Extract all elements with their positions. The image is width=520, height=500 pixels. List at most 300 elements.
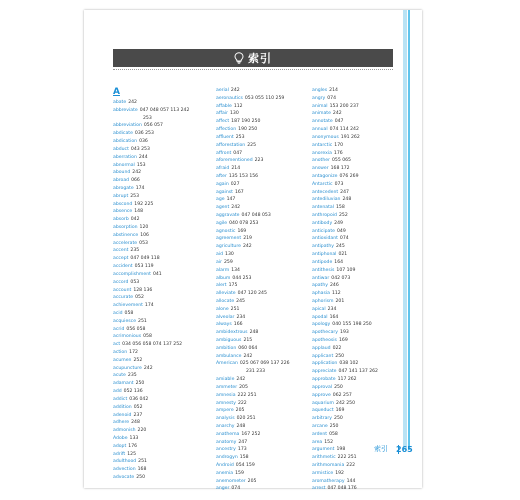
entry-term[interactable]: antenatal xyxy=(312,205,334,211)
entry-pages: 187 190 250 xyxy=(231,119,261,125)
entry-term[interactable]: American xyxy=(216,361,238,367)
entry-term[interactable]: acquiesce xyxy=(113,318,137,324)
entry-term[interactable]: alarm xyxy=(216,267,230,273)
entry-term[interactable]: antagonize xyxy=(312,173,338,179)
index-entry xyxy=(216,251,311,259)
entry-pages: 214 xyxy=(329,88,338,93)
entry-term[interactable]: affluent xyxy=(216,134,234,140)
entry-term[interactable]: acute xyxy=(113,373,126,379)
entry-term[interactable]: affable xyxy=(216,103,232,109)
entry-term[interactable]: arithmetic xyxy=(312,455,336,461)
index-entry xyxy=(216,384,311,392)
entry-term[interactable]: ardent xyxy=(312,431,328,437)
entry-term[interactable]: anorexia xyxy=(312,150,332,156)
entry-pages: 153 xyxy=(136,162,146,168)
entry-term[interactable]: armistice xyxy=(312,470,334,476)
entry-term[interactable]: antecedent xyxy=(312,189,339,195)
index-entry xyxy=(312,470,407,478)
entry-pages: 223 xyxy=(254,158,264,164)
page-footer xyxy=(374,444,413,454)
index-entry xyxy=(312,220,407,228)
index-entry xyxy=(113,451,208,459)
entry-pages: 219 xyxy=(243,236,252,242)
entry-pages: 168 xyxy=(137,467,147,473)
index-entry xyxy=(312,337,407,345)
entry-term[interactable]: anticipate xyxy=(312,228,335,234)
index-entry xyxy=(113,255,208,263)
entry-term[interactable]: Adobe xyxy=(113,435,128,441)
entry-term[interactable]: aforementioned xyxy=(216,158,253,164)
entry-term[interactable]: antediluvian xyxy=(312,197,341,203)
index-entry xyxy=(113,443,208,451)
index-entry xyxy=(113,138,208,146)
entry-term[interactable]: amnesty xyxy=(216,400,236,406)
entry-term[interactable]: apotheosis xyxy=(312,338,337,343)
entry-term[interactable]: Android xyxy=(216,463,234,468)
entry-term[interactable]: afforestation xyxy=(216,142,246,148)
entry-term[interactable]: advocate xyxy=(113,475,135,480)
entry-term[interactable]: adulthood xyxy=(113,459,137,465)
index-entry xyxy=(113,341,208,349)
entry-term[interactable]: amnesia xyxy=(216,392,236,398)
index-entry xyxy=(113,193,208,201)
entry-term[interactable]: after xyxy=(216,173,227,179)
index-entry xyxy=(312,189,407,197)
index-entry xyxy=(113,107,208,115)
entry-term[interactable]: aggravate xyxy=(216,213,240,218)
entry-pages: 248 xyxy=(342,197,352,203)
entry-term[interactable]: Antarctic xyxy=(312,181,333,187)
index-entry xyxy=(113,130,208,138)
index-entry xyxy=(216,275,311,283)
index-entry xyxy=(216,118,311,126)
entry-term[interactable]: abbreviation xyxy=(113,123,142,129)
entry-term[interactable]: aphorism xyxy=(312,298,334,304)
entry-pages: 242 250 xyxy=(336,400,356,406)
entry-pages: 038 102 xyxy=(339,361,359,367)
entry-term[interactable]: anthropoid xyxy=(312,213,337,218)
index-entry xyxy=(113,162,208,170)
entry-term[interactable]: anathema xyxy=(216,431,240,437)
index-entry xyxy=(216,306,311,314)
entry-term[interactable]: another xyxy=(312,158,330,164)
entry-pages: 167 xyxy=(234,189,244,195)
index-entry xyxy=(113,232,208,240)
entry-term[interactable]: adrift xyxy=(113,451,126,457)
index-entry xyxy=(113,365,208,373)
entry-term[interactable]: ampere xyxy=(216,408,234,414)
entry-term[interactable]: approbate xyxy=(312,377,336,383)
index-entry xyxy=(216,368,311,376)
entry-term[interactable]: arithmomania xyxy=(312,463,345,468)
index-entry xyxy=(216,189,311,197)
entry-term[interactable]: ambidextrous xyxy=(216,330,248,336)
entry-term[interactable]: air xyxy=(216,259,222,265)
index-title: 索引 xyxy=(248,52,272,65)
entry-term[interactable]: abduct xyxy=(113,146,129,152)
entry-pages: 020 251 xyxy=(236,416,256,422)
index-entry xyxy=(113,208,208,216)
index-entry xyxy=(216,126,311,134)
index-entry xyxy=(312,345,407,353)
entry-term[interactable]: affect xyxy=(216,119,230,125)
index-entry xyxy=(216,353,311,361)
entry-term[interactable]: antipathy xyxy=(312,244,334,250)
entry-term[interactable]: abstinence xyxy=(113,232,139,238)
entry-term[interactable]: androgyn xyxy=(216,455,238,461)
entry-term[interactable]: argument xyxy=(312,447,335,453)
entry-term[interactable]: aid xyxy=(216,252,224,258)
entry-term[interactable]: allocate xyxy=(216,298,235,304)
index-entry xyxy=(113,388,208,396)
entry-pages: 253 xyxy=(130,193,140,199)
entry-term[interactable]: admonish xyxy=(113,428,136,434)
entry-term[interactable]: aphasia xyxy=(312,291,330,297)
section-letter[interactable]: A xyxy=(113,87,120,97)
entry-pages: 036 253 xyxy=(134,131,154,137)
entry-term[interactable]: ammeter xyxy=(216,384,238,390)
entry-term[interactable]: accident xyxy=(113,264,133,270)
entry-pages: 249 xyxy=(334,220,343,226)
entry-term[interactable]: abroad xyxy=(113,178,130,184)
entry-term[interactable]: abscond xyxy=(113,201,133,207)
entry-pages: 148 xyxy=(134,209,143,215)
index-entry xyxy=(216,142,311,150)
entry-pages: 168 172 xyxy=(330,166,350,172)
entry-term[interactable]: alert xyxy=(216,283,227,289)
index-entry xyxy=(216,212,311,220)
index-entry xyxy=(312,157,407,165)
entry-term[interactable]: advection xyxy=(113,467,136,473)
entry-term[interactable]: approval xyxy=(312,384,333,390)
entry-term[interactable]: aromatherapy xyxy=(312,478,345,484)
entry-term[interactable]: always xyxy=(216,322,232,328)
entry-term[interactable]: arbitrary xyxy=(312,416,333,422)
entry-term[interactable]: antiphonal xyxy=(312,252,337,258)
index-entry xyxy=(312,110,407,118)
index-entry xyxy=(216,392,311,400)
entry-term[interactable]: agreement xyxy=(216,236,242,242)
entry-term[interactable]: animal xyxy=(312,103,328,109)
entry-term[interactable]: anarchy xyxy=(216,423,235,429)
entry-pages: 242 xyxy=(242,244,252,250)
index-entry xyxy=(312,150,407,158)
entry-term[interactable]: absence xyxy=(113,209,133,215)
entry-term[interactable]: abdication xyxy=(113,139,138,145)
entry-term[interactable]: applicant xyxy=(312,353,334,359)
entry-term[interactable]: acupuncture xyxy=(113,365,142,371)
entry-term[interactable]: antibody xyxy=(312,220,333,226)
entry-term[interactable]: adopt xyxy=(113,443,127,449)
entry-term[interactable]: alveolar xyxy=(216,314,235,320)
entry-term[interactable]: aqueduct xyxy=(312,408,334,414)
entry-pages: 235 xyxy=(127,373,137,379)
index-entry xyxy=(312,212,407,220)
entry-term[interactable]: anger xyxy=(216,486,230,492)
index-entry xyxy=(312,368,407,376)
entry-term[interactable]: affection xyxy=(216,127,237,133)
entry-pages: 242 xyxy=(231,205,241,211)
index-entry xyxy=(312,126,407,134)
entry-pages: 222 251 xyxy=(237,392,257,398)
entry-pages: 251 xyxy=(138,459,147,465)
entry-pages: 047 049 118 xyxy=(130,256,160,262)
entry-term[interactable]: arrest xyxy=(312,486,326,492)
entry-term[interactable]: appreciate xyxy=(312,369,337,375)
index-entry xyxy=(216,290,311,298)
entry-term[interactable]: act xyxy=(113,342,121,348)
entry-pages: 133 xyxy=(129,435,139,441)
index-header-bar xyxy=(113,49,393,67)
entry-term[interactable]: abrogate xyxy=(113,185,134,191)
entry-pages: 237 xyxy=(133,412,143,418)
entry-pages: 169 xyxy=(338,338,348,343)
entry-term[interactable]: applaud xyxy=(312,345,331,351)
entry-term[interactable]: accord xyxy=(113,279,129,285)
entry-term[interactable]: agnostic xyxy=(216,228,236,234)
entry-term[interactable]: ambiguous xyxy=(216,338,242,343)
entry-term[interactable]: anemia xyxy=(216,470,234,476)
entry-term[interactable]: accent xyxy=(113,248,129,254)
index-entry xyxy=(113,201,208,209)
entry-term[interactable]: aeronautics xyxy=(216,95,243,101)
entry-pages: 055 065 xyxy=(331,158,351,164)
entry-pages: 047 048 053 xyxy=(241,213,271,218)
entry-term[interactable]: acrid xyxy=(113,326,125,332)
entry-term[interactable]: afraid xyxy=(216,166,230,172)
index-entry xyxy=(113,216,208,224)
entry-pages: 242 xyxy=(230,88,240,93)
entry-pages: 052 136 xyxy=(123,389,143,395)
entry-term[interactable]: apodal xyxy=(312,314,328,320)
entry-pages: 172 xyxy=(129,350,138,355)
entry-pages: 247 xyxy=(238,439,248,445)
entry-term[interactable]: aberration xyxy=(113,154,137,160)
index-entry xyxy=(216,485,311,493)
entry-term[interactable]: apothecary xyxy=(312,330,339,336)
index-entry xyxy=(312,431,407,439)
entry-pages: 040 078 253 xyxy=(229,220,259,226)
entry-term[interactable]: amiable xyxy=(216,377,235,383)
entry-pages: 242 xyxy=(132,170,142,176)
entry-pages: 144 xyxy=(346,478,356,484)
entry-pages: 047 048 176 xyxy=(327,486,357,492)
entry-term[interactable]: age xyxy=(216,197,225,203)
entry-pages: 250 xyxy=(135,381,145,387)
index-entry xyxy=(312,400,407,408)
entry-term[interactable]: affair xyxy=(216,111,228,117)
entry-pages: 259 xyxy=(223,259,233,265)
entry-pages: 047 048 057 113 242 xyxy=(139,107,190,113)
entry-pages: 042 xyxy=(130,217,140,223)
entry-term[interactable]: anatomy xyxy=(216,439,237,445)
entry-pages: 251 xyxy=(138,318,147,324)
index-entry xyxy=(216,150,311,158)
entry-term[interactable]: add xyxy=(113,389,122,395)
entry-term[interactable]: analysis xyxy=(216,416,235,422)
entry-pages: 027 xyxy=(230,181,240,187)
entry-term[interactable]: apical xyxy=(312,306,326,312)
entry-term[interactable]: anemometer xyxy=(216,478,246,484)
entry-term[interactable]: ambition xyxy=(216,345,237,351)
entry-term[interactable]: annotate xyxy=(312,119,333,125)
index-entry xyxy=(113,310,208,318)
entry-term[interactable]: achievement xyxy=(113,303,143,309)
entry-term[interactable]: arcane xyxy=(312,423,328,429)
entry-term[interactable]: accelerate xyxy=(113,240,138,246)
index-entry xyxy=(113,396,208,404)
entry-term[interactable]: abbreviate xyxy=(113,107,138,113)
entry-term[interactable]: adamant xyxy=(113,381,134,387)
entry-term[interactable]: antithesis xyxy=(312,267,335,273)
entry-pages: 193 xyxy=(340,330,349,336)
entry-pages: 169 xyxy=(237,228,247,234)
entry-term[interactable]: agriculture xyxy=(216,244,241,250)
entry-pages: 248 xyxy=(131,420,140,426)
index-entry xyxy=(216,181,311,189)
entry-term[interactable]: aerial xyxy=(216,88,229,93)
index-entry xyxy=(216,235,311,243)
entry-term[interactable]: antioxidant xyxy=(312,236,338,242)
entry-term[interactable]: agent xyxy=(216,205,230,211)
entry-pages: 170 xyxy=(334,142,344,148)
entry-term[interactable]: action xyxy=(113,350,128,355)
entry-term[interactable]: abnormal xyxy=(113,162,135,168)
entry-pages: 128 136 xyxy=(133,287,153,293)
entry-pages: 248 xyxy=(249,330,259,336)
entry-term[interactable]: addict xyxy=(113,396,128,402)
entry-term[interactable]: animate xyxy=(312,111,331,117)
index-entry xyxy=(113,318,208,326)
index-entry xyxy=(216,321,311,329)
index-entry xyxy=(216,407,311,415)
entry-pages: 117 262 xyxy=(337,377,357,383)
entry-pages: 135 153 156 xyxy=(228,173,259,179)
index-entry xyxy=(312,360,407,368)
entry-term[interactable]: apathy xyxy=(312,283,328,289)
entry-term[interactable]: abound xyxy=(113,170,131,176)
entry-term[interactable]: agile xyxy=(216,220,228,226)
entry-pages: 250 xyxy=(334,416,343,422)
entry-pages: 120 xyxy=(139,225,149,230)
index-entry xyxy=(312,181,407,189)
entry-pages: 253 xyxy=(235,134,245,140)
index-entry xyxy=(216,337,311,345)
index-entry xyxy=(113,404,208,412)
entry-term[interactable]: angles xyxy=(312,88,328,93)
entry-term[interactable]: alleviate xyxy=(216,291,236,297)
lightbulb-icon xyxy=(234,52,244,64)
entry-term[interactable]: accept xyxy=(113,256,129,262)
entry-term[interactable]: adenoid xyxy=(113,412,132,418)
entry-term[interactable]: alone xyxy=(216,306,229,312)
entry-term[interactable]: album xyxy=(216,275,231,281)
entry-pages: 175 xyxy=(228,283,238,289)
index-entry xyxy=(312,290,407,298)
entry-term[interactable]: apology xyxy=(312,322,331,328)
entry-term[interactable]: again xyxy=(216,181,229,187)
entry-pages: 205 xyxy=(239,384,248,390)
entry-term[interactable]: antipode xyxy=(312,259,333,265)
entry-term[interactable]: answer xyxy=(312,166,329,172)
index-entry xyxy=(216,243,311,251)
entry-term[interactable]: angry xyxy=(312,95,326,101)
entry-term[interactable]: abdicate xyxy=(113,131,133,137)
entry-term[interactable]: area xyxy=(312,439,323,445)
index-entry xyxy=(312,259,407,267)
index-entry xyxy=(113,263,208,271)
index-entry xyxy=(216,95,311,103)
entry-pages: 036 042 xyxy=(129,396,149,402)
entry-pages: 167 252 xyxy=(241,431,261,437)
entry-term[interactable]: approve xyxy=(312,392,331,398)
entry-term[interactable]: affront xyxy=(216,150,232,156)
entry-pages: 231 233 xyxy=(246,369,265,375)
entry-term[interactable]: acrimonious xyxy=(113,334,142,340)
index-entry xyxy=(216,282,311,290)
entry-term[interactable]: antarctic xyxy=(312,142,333,148)
entry-term[interactable]: abate xyxy=(113,100,127,105)
entry-pages: 147 xyxy=(226,197,236,203)
entry-term[interactable]: accomplishment xyxy=(113,271,151,277)
index-entry xyxy=(113,99,208,107)
entry-pages: 247 xyxy=(340,189,349,195)
entry-pages: 112 xyxy=(331,291,341,297)
index-entry xyxy=(113,458,208,466)
entry-term[interactable]: accurate xyxy=(113,295,134,301)
index-entry xyxy=(312,251,407,259)
entry-pages: 056 057 xyxy=(143,123,163,129)
entry-term[interactable]: ancestry xyxy=(216,447,236,453)
entry-pages: 052 xyxy=(135,295,144,301)
entry-pages: 242 xyxy=(332,111,342,117)
index-entry xyxy=(113,287,208,295)
entry-pages: 062 257 xyxy=(332,392,352,398)
entry-term[interactable]: absorb xyxy=(113,217,129,223)
entry-term[interactable]: acid xyxy=(113,310,123,316)
entry-term[interactable]: aquarium xyxy=(312,400,335,406)
entry-term[interactable]: absorption xyxy=(113,225,138,230)
entry-pages: 034 056 058 074 137 252 xyxy=(122,342,183,348)
header-dotted-rule xyxy=(113,69,393,70)
index-entry xyxy=(113,302,208,310)
index-entry xyxy=(312,282,407,290)
entry-term[interactable]: account xyxy=(113,287,132,293)
entry-pages: 043 253 xyxy=(130,146,150,152)
entry-pages: 250 xyxy=(334,384,343,390)
entry-term[interactable]: acumen xyxy=(113,357,132,363)
index-entry xyxy=(113,435,208,443)
entry-term[interactable]: against xyxy=(216,189,233,195)
index-entry xyxy=(216,110,311,118)
entry-pages: 201 xyxy=(335,298,345,304)
entry-pages: 253 xyxy=(143,115,152,121)
entry-term[interactable]: application xyxy=(312,361,338,367)
entry-pages: 234 xyxy=(327,306,337,312)
entry-pages: 058 xyxy=(329,431,338,437)
entry-term[interactable]: ambulance xyxy=(216,353,242,359)
index-entry xyxy=(216,360,311,368)
index-entry xyxy=(216,173,311,181)
index-entry xyxy=(216,329,311,337)
entry-term[interactable]: adhere xyxy=(113,420,130,426)
entry-term[interactable]: addition xyxy=(113,404,132,410)
entry-term[interactable]: annual xyxy=(312,127,328,133)
entry-term[interactable]: anonymous xyxy=(312,134,339,140)
entry-term[interactable]: abrupt xyxy=(113,193,129,199)
entry-term[interactable]: antiwar xyxy=(312,275,330,281)
entry-pages: 234 xyxy=(236,314,246,320)
